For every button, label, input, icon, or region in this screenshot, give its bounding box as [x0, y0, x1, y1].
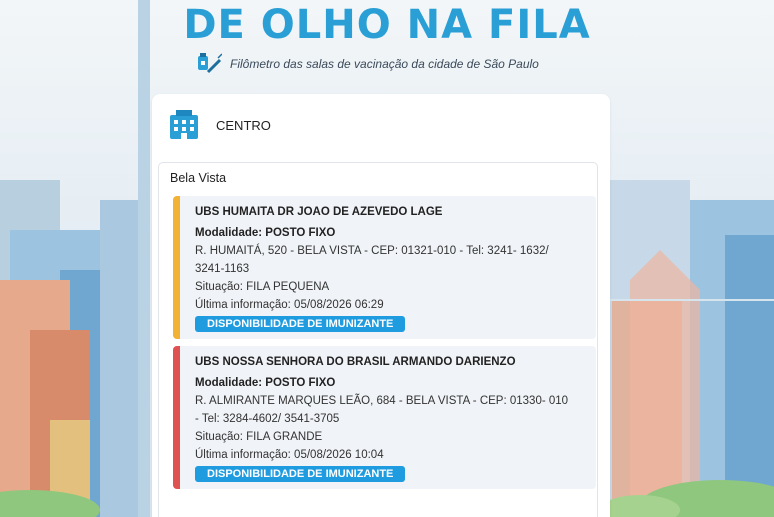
page-title: DE OLHO NA FILA: [183, 2, 591, 48]
unit-address: R. ALMIRANTE MARQUES LEÃO, 684 - BELA VISTA - CEP: 01330- 010: [195, 395, 569, 407]
unit-address-cont: 3241-1163: [195, 263, 250, 275]
queue-status-stripe: [173, 346, 180, 489]
unit-status: Situação: FILA GRANDE: [195, 431, 323, 443]
unit-name: UBS HUMAITA DR JOAO DE AZEVEDO LAGE: [195, 206, 443, 218]
vaccine-availability-button[interactable]: DISPONIBILIDADE DE IMUNIZANTE: [195, 316, 405, 332]
unit-card: [173, 346, 596, 489]
unit-updated: Última informação: 05/08/2026 10:04: [195, 449, 384, 461]
building-icon: [166, 107, 202, 143]
queue-status-stripe: [173, 196, 180, 339]
district-group: [158, 162, 598, 517]
results-panel: [152, 94, 610, 517]
unit-address: R. HUMAITÁ, 520 - BELA VISTA - CEP: 01321-010 - Tel: 3241- 1632/: [195, 245, 549, 257]
region-header[interactable]: [152, 94, 610, 156]
unit-modality: Modalidade: POSTO FIXO: [195, 227, 336, 239]
subtitle-text: Filômetro das salas de vacinação da cidade de São Paulo: [230, 57, 539, 71]
subtitle-row: [196, 52, 539, 76]
unit-updated: Última informação: 05/08/2026 06:29: [195, 299, 384, 311]
unit-modality: Modalidade: POSTO FIXO: [195, 377, 336, 389]
unit-name: UBS NOSSA SENHORA DO BRASIL ARMANDO DARIENZO: [195, 356, 516, 368]
vaccine-syringe-icon: [196, 52, 222, 76]
unit-status: Situação: FILA PEQUENA: [195, 281, 330, 293]
unit-card: [173, 196, 596, 339]
unit-address-cont: - Tel: 3284-4602/ 3541-3705: [195, 413, 340, 425]
vaccine-availability-button[interactable]: DISPONIBILIDADE DE IMUNIZANTE: [195, 466, 405, 482]
district-label: Bela Vista: [170, 171, 227, 185]
region-label: CENTRO: [216, 117, 271, 133]
